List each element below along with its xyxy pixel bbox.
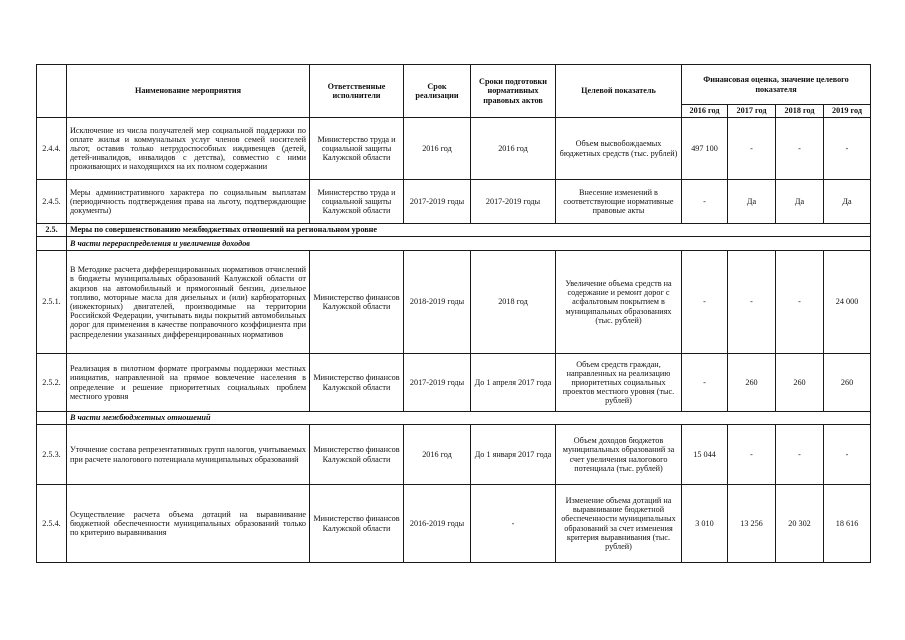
responsible-executor: Министерство финансов Калужской области	[310, 425, 404, 485]
measure-name: Уточнение состава репрезентативных групп налогов, учитываемых при расчете налогового потенциала муниципальных образований	[67, 425, 310, 485]
header-responsible: Ответственные исполнители	[310, 65, 404, 118]
value-2016: -	[682, 354, 728, 412]
measure-name: Меры административного характера по социальным выплатам (периодичность подтверждения права на льготу, подтверждающие документы)	[67, 180, 310, 224]
header-year-2017: 2017 год	[728, 105, 776, 118]
header-name: Наименование мероприятия	[67, 65, 310, 118]
row-number: 2.5.1.	[37, 251, 67, 354]
row-number: 2.4.5.	[37, 180, 67, 224]
responsible-executor: Министерство труда и социальной защиты Калужской области	[310, 180, 404, 224]
value-2019: 260	[824, 354, 871, 412]
measures-table	[36, 64, 871, 563]
value-2017: -	[728, 425, 776, 485]
value-2019: -	[824, 425, 871, 485]
table-row	[37, 180, 871, 224]
subsection-title: В части межбюджетных отношений	[67, 412, 871, 425]
value-2016: 3 010	[682, 485, 728, 563]
implementation-term: 2016 год	[404, 425, 471, 485]
measure-name: Реализация в пилотном формате программы поддержки местных инициатив, направленной на прямое вовлечение населения в определение и решение приоритетных социальных проблем местного уровня	[67, 354, 310, 412]
target-indicator: Увеличение объема средств на содержание и ремонт дорог с асфальтовым покрытием в муниципальных образованиях (тыс. рублей)	[556, 251, 682, 354]
measure-name: В Методике расчета дифференцированных нормативов отчислений в бюджеты муниципальных образований Калужской области от акцизов на автомобильный и прямогонный бензин, дизельное топливо, моторные масла для дизельных и (или) карбюраторных (инжекторных) двигателей, производимые на территории Российской Федерации, учитывать виды покрытий автомобильных дорог для применения в качестве поправочного коэффициента при распределении указанных дифференцированных нормативов	[67, 251, 310, 354]
row-number: 2.4.4.	[37, 118, 67, 180]
acts-deadline: До 1 января 2017 года	[471, 425, 556, 485]
implementation-term: 2016-2019 годы	[404, 485, 471, 563]
table-row	[37, 354, 871, 412]
acts-deadline: 2017-2019 годы	[471, 180, 556, 224]
header-year-2018: 2018 год	[776, 105, 824, 118]
measure-name: Осуществление расчета объема дотаций на выравнивание бюджетной обеспеченности муниципальных образований только по критерию выравнивания	[67, 485, 310, 563]
subsection-num-cell	[37, 412, 67, 425]
table-row	[37, 485, 871, 563]
value-2018: -	[776, 251, 824, 354]
header-row	[37, 65, 871, 105]
value-2018: -	[776, 118, 824, 180]
table-row	[37, 118, 871, 180]
target-indicator: Объем доходов бюджетов муниципальных образований за счет увеличения налогового потенциала (тыс. рублей)	[556, 425, 682, 485]
responsible-executor: Министерство финансов Калужской области	[310, 251, 404, 354]
table-row	[37, 425, 871, 485]
header-num-cell	[37, 65, 67, 118]
header-term: Срок реализации	[404, 65, 471, 118]
value-2019: 18 616	[824, 485, 871, 563]
target-indicator: Объем высвобождаемых бюджетных средств (тыс. рублей)	[556, 118, 682, 180]
section-title: Меры по совершенствованию межбюджетных отношений на региональном уровне	[67, 224, 871, 237]
value-2018: -	[776, 425, 824, 485]
measure-name: Исключение из числа получателей мер социальной поддержки по оплате жилья и коммунальных услуг членов семей носителей льгот, оставив только нетрудоспособных иждивенцев (детей, детей-инвалидов, инвалидов с детства), совместно с ними проживающих и находящихся на их полном содержании	[67, 118, 310, 180]
header-year-2016: 2016 год	[682, 105, 728, 118]
acts-deadline: До 1 апреля 2017 года	[471, 354, 556, 412]
header-target-indicator: Целевой показатель	[556, 65, 682, 118]
subsection-row	[37, 237, 871, 251]
value-2016: 15 044	[682, 425, 728, 485]
value-2019: 24 000	[824, 251, 871, 354]
header-year-2019: 2019 год	[824, 105, 871, 118]
value-2017: 13 256	[728, 485, 776, 563]
value-2016: -	[682, 180, 728, 224]
value-2018: 260	[776, 354, 824, 412]
value-2017: -	[728, 118, 776, 180]
section-row	[37, 224, 871, 237]
value-2019: Да	[824, 180, 871, 224]
target-indicator: Объем средств граждан, направленных на реализацию приоритетных социальных проектов местного уровня (тыс. рублей)	[556, 354, 682, 412]
value-2018: Да	[776, 180, 824, 224]
subsection-title: В части перераспределения и увеличения доходов	[67, 237, 871, 251]
implementation-term: 2018-2019 годы	[404, 251, 471, 354]
row-number: 2.5.4.	[37, 485, 67, 563]
value-2017: -	[728, 251, 776, 354]
value-2016: -	[682, 251, 728, 354]
target-indicator: Внесение изменений в соответствующие нормативные правовые акты	[556, 180, 682, 224]
value-2019: -	[824, 118, 871, 180]
subsection-row	[37, 412, 871, 425]
responsible-executor: Министерство финансов Калужской области	[310, 354, 404, 412]
value-2017: 260	[728, 354, 776, 412]
section-number: 2.5.	[37, 224, 67, 237]
subsection-num-cell	[37, 237, 67, 251]
implementation-term: 2017-2019 годы	[404, 354, 471, 412]
acts-deadline: -	[471, 485, 556, 563]
table-row	[37, 251, 871, 354]
responsible-executor: Министерство финансов Калужской области	[310, 485, 404, 563]
acts-deadline: 2018 год	[471, 251, 556, 354]
implementation-term: 2017-2019 годы	[404, 180, 471, 224]
value-2018: 20 302	[776, 485, 824, 563]
row-number: 2.5.2.	[37, 354, 67, 412]
value-2017: Да	[728, 180, 776, 224]
target-indicator: Изменение объема дотаций на выравнивание бюджетной обеспеченности муниципальных образований за счет изменения критерия выравнивания (тыс. рублей)	[556, 485, 682, 563]
header-financial-assessment: Финансовая оценка, значение целевого показателя	[682, 65, 871, 105]
value-2016: 497 100	[682, 118, 728, 180]
row-number: 2.5.3.	[37, 425, 67, 485]
responsible-executor: Министерство труда и социальной защиты Калужской области	[310, 118, 404, 180]
acts-deadline: 2016 год	[471, 118, 556, 180]
header-acts-deadline: Сроки подготовки нормативных правовых актов	[471, 65, 556, 118]
implementation-term: 2016 год	[404, 118, 471, 180]
